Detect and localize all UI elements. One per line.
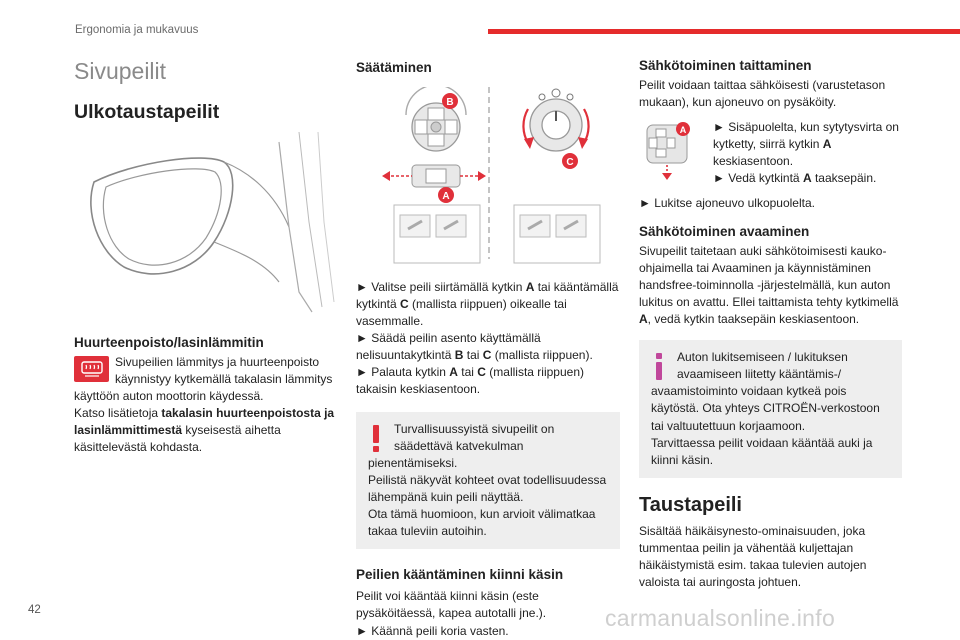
adjust-step-3 (356, 364, 620, 398)
heating-text (74, 354, 336, 456)
subsection-title: Ulkotaustapeilit (74, 101, 220, 123)
warning-line-2: Peilistä näkyvät kohteet ovat todellisuudessa lähempänä kuin peili näyttää. (368, 473, 607, 505)
step-key: C (482, 348, 492, 363)
adjust-steps (356, 279, 620, 398)
adjust-step-1 (356, 279, 620, 330)
exclamation-icon (368, 423, 384, 453)
step-text: ► Säädä peilin asento käyttämällä nelisuuntakytkintä (356, 331, 541, 363)
info-box (639, 340, 902, 477)
electric-fold-text: Peilit voidaan taittaa sähköisesti (varustetason mukaan), kun ajoneuvo on pysäköity. (639, 78, 886, 110)
electric-fold-steps (639, 119, 902, 187)
section-label: Ergonomia ja mukavuus (75, 24, 199, 36)
adjust-controls-illustration (356, 87, 620, 265)
electric-unfold-heading: Sähkötoiminen avaaminen (639, 224, 810, 240)
info-line-2: Tarvittaessa peilit voidaan kääntää auki ja kiinni käsin. (651, 435, 873, 467)
manual-fold-step: ► Käännä peili koria vasten. (356, 623, 509, 638)
side-mirror-illustration (74, 132, 336, 317)
label-b: B (446, 97, 454, 108)
step-key: A (822, 137, 832, 152)
info-icon (651, 351, 667, 381)
label-c: C (566, 157, 574, 168)
heating-text-b-end: kyseisestä aihetta käsittelevästä kohdasta. (74, 423, 281, 455)
column-right (639, 54, 902, 591)
column-middle (356, 54, 620, 640)
unfold-text: Sivupeilit taitetaan auki sähkötoimisesti kauko-ohjaimella tai Avaaminen ja käynnistäminen handsfree-toiminnolla -järjestelmällä, kun auton lukitus on avattu. Ellei taittamista tehty kytkimellä (639, 244, 899, 310)
heating-text-b-bold: takalasin huurteenpoistosta ja lasinlämmittimestä (74, 406, 335, 438)
header-accent-bar (488, 29, 960, 34)
page-title: Sivupeilit (74, 58, 167, 84)
heating-heading: Huurteenpoisto/lasinlämmitin (74, 335, 264, 350)
watermark: carmanualsonline.info (605, 605, 836, 631)
rear-mirror-heading: Taustapeili (639, 493, 742, 516)
electric-fold-step-1 (713, 119, 902, 170)
page-number: 42 (28, 604, 41, 616)
step-text: ► Sisäpuolelta, kun sytytysvirta on kytketty, siirrä kytkin (713, 120, 899, 152)
step-key: C (400, 297, 409, 312)
step-text: tai kääntämällä kytkintä (356, 280, 619, 312)
step-key: A (449, 365, 458, 380)
electric-fold-step-3: ► Lukitse ajoneuvo ulkopuolelta. (639, 196, 815, 211)
step-text: ► Palauta kytkin (356, 365, 450, 380)
warning-line-3: Ota tämä huomioon, kun arvioit välimatkaa takaa tuleviin autoihin. (368, 507, 596, 539)
rear-defrost-icon (74, 356, 109, 382)
step-text: tai (457, 365, 478, 380)
warning-line-1: Turvallisuussyistä sivupeilit on säädettävä katvekulman pienentämiseksi. (368, 422, 555, 471)
step-text: tai (463, 348, 483, 363)
info-line-1: Auton lukitsemiseen / lukituksen avaamiseen liitetty kääntämis-/ avaamistoiminto voidaan kytkeä pois käytöstä. Ota yhteys CITROËN-verkostoon tai valtuutettuun korjaamoon. (651, 350, 880, 433)
step-key: A (802, 171, 812, 186)
manual-fold-text: Peilit voi kääntää kiinni käsin (este pysäköitäessä, kapea autotalli jne.). (356, 589, 547, 621)
adjust-step-2 (356, 330, 620, 364)
electric-fold-step-2 (713, 170, 902, 187)
step-text: (mallista riippuen) takaisin keskiasentoon. (356, 365, 584, 397)
rear-mirror-text: Sisältää häikäisynesto-ominaisuuden, joka tummentaa peilin ja vähentää kuljettajan häikäistymistä esim. takaa tulevien autojen valoista tai auringosta johtuen. (639, 523, 867, 589)
step-key: B (454, 348, 464, 363)
fold-label-a: A (679, 125, 687, 136)
step-text: (mallista riippuen). (491, 348, 593, 363)
step-text: ► Vedä kytkintä (713, 171, 803, 186)
step-text: (mallista riippuen) oikealle tai vasemmalle. (356, 297, 567, 329)
safety-warning-box (356, 412, 620, 549)
electric-fold-heading: Sähkötoiminen taittaminen (639, 58, 812, 73)
step-text: ► Valitse peili siirtämällä kytkin (356, 280, 526, 294)
fold-switch-illustration (639, 119, 701, 181)
heating-text-a: Sivupeilien lämmitys ja huurteenpoisto käynnistyy kytkemällä takalasin lämmitys käyttöön auton moottorin käydessä. (74, 355, 333, 404)
step-key: A (525, 280, 535, 294)
step-text: keskiasentoon. (713, 154, 794, 169)
adjust-heading: Säätäminen (356, 60, 432, 75)
heating-text-b: Katso lisätietoja (74, 406, 162, 421)
label-a: A (442, 191, 450, 202)
unfold-text: , vedä kytkin taaksepäin keskiasentoon. (647, 312, 860, 327)
column-left (74, 54, 336, 456)
unfold-key: A (639, 312, 648, 327)
electric-unfold-text (639, 243, 902, 328)
manual-fold-heading: Peilien kääntäminen kiinni käsin (356, 567, 564, 583)
step-key: C (477, 365, 486, 380)
step-text: taaksepäin. (811, 171, 877, 186)
